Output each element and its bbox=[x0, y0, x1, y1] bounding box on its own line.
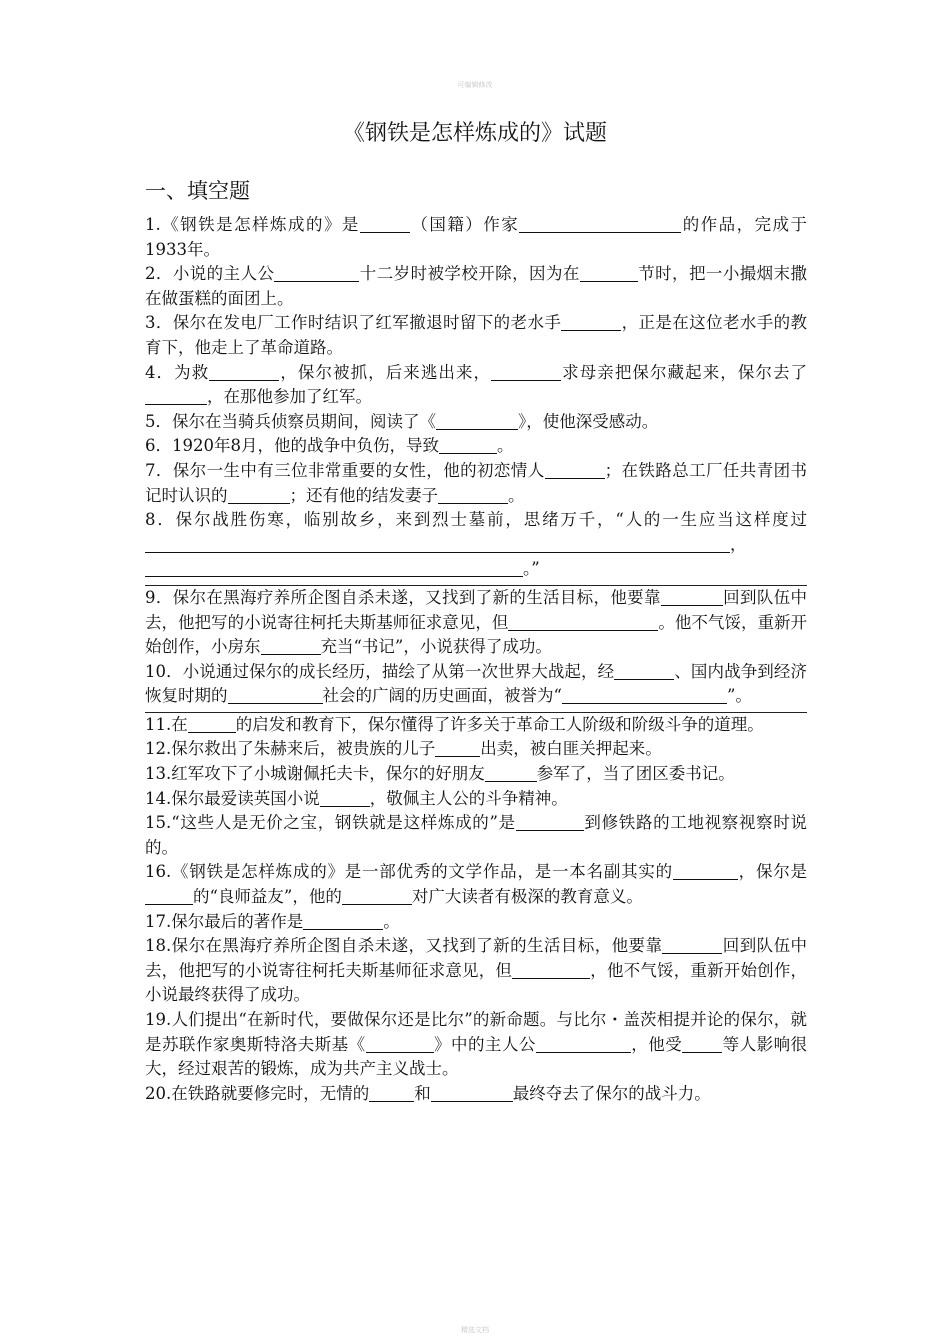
answer-blank bbox=[274, 264, 359, 282]
question-13: 13.红军攻下了小城谢佩托夫卡，保尔的好朋友 参军了，当了团区委书记。 bbox=[145, 764, 735, 784]
answer-blank bbox=[435, 739, 480, 757]
answer-blank bbox=[561, 313, 621, 331]
question-2: 2．小说的主人公 十二岁时被学校开除，因为在 节时，把一小撮烟末撒在做蛋糕的面团上。 bbox=[145, 264, 807, 308]
answer-blank bbox=[614, 661, 674, 679]
question-19: 19.人们提出“在新时代，要做保尔还是比尔”的新命题。与比尔・盖茨相提并论的保尔，就是苏联作家奥斯特洛夫斯基《 》中的主人公 ，他受 等人影响很大，经过艰苦的锻炼，成为共产主义战士。 bbox=[145, 1010, 808, 1079]
answer-blank bbox=[261, 637, 321, 655]
answer-blank bbox=[342, 887, 412, 905]
answer-blank bbox=[439, 436, 497, 454]
question-4: 4．为救 ，保尔被抓，后来逃出来， 求母亲把保尔藏起来，保尔去了，在那他参加了红军。 bbox=[145, 362, 808, 407]
answer-blank bbox=[673, 862, 738, 880]
answer-blank bbox=[682, 1034, 722, 1052]
header-watermark: 可编辑修改 bbox=[457, 81, 493, 89]
question-10: 10．小说通过保尔的成长经历，描绘了从第一次世界大战起，经 、国内战争到经济恢复时期的 社会的广阔的历史画面，被誉为“ ”。 bbox=[145, 661, 807, 706]
answer-blank bbox=[369, 1083, 414, 1101]
question-11: 11.在 的启发和教育下，保尔懂得了许多关于革命工人阶级和阶级斗争的道理。 bbox=[145, 712, 807, 738]
question-14: 14.保尔最爱读英国小说 ，敬佩主人公的斗争精神。 bbox=[145, 788, 568, 808]
question-20: 20.在铁路就要修完时，无情的 和 最终夺去了保尔的战斗力。 bbox=[145, 1083, 711, 1103]
question-5: 5．保尔在当骑兵侦察员期间，阅读了《 》，使他深受感动。 bbox=[145, 411, 659, 431]
question-16: 16.《钢铁是怎样炼成的》是一部优秀的文学作品，是一本名副其实的 ，保尔是的“良师益友”，他的 对广大读者有极深的教育意义。 bbox=[145, 862, 807, 907]
section-title: 一、填空题 bbox=[145, 179, 250, 203]
answer-blank bbox=[145, 559, 523, 577]
answer-blank bbox=[436, 411, 518, 429]
answer-blank bbox=[188, 715, 236, 733]
question-list bbox=[145, 213, 807, 1106]
answer-blank bbox=[661, 588, 723, 606]
question-7: 7．保尔一生中有三位非常重要的女性，他的初恋情人 ；在铁路总工厂任共青团书记时认识的 ；还有他的结发妻子 。 bbox=[145, 460, 808, 505]
question-12: 12.保尔救出了朱赫来后，被贵族的儿子 出卖，被白匪关押起来。 bbox=[145, 739, 662, 759]
answer-blank bbox=[145, 534, 730, 552]
answer-blank bbox=[360, 215, 410, 233]
answer-blank bbox=[438, 485, 508, 503]
page-title: 《钢铁是怎样炼成的》试题 bbox=[342, 121, 607, 146]
answer-blank bbox=[366, 1034, 434, 1052]
answer-blank bbox=[320, 788, 370, 806]
answer-blank bbox=[512, 961, 590, 979]
answer-blank bbox=[508, 612, 658, 630]
answer-blank bbox=[536, 1034, 631, 1052]
answer-blank bbox=[545, 461, 605, 479]
answer-blank bbox=[562, 686, 727, 704]
question-9: 9．保尔在黑海疗养所企图自杀未遂，又找到了新的生活目标，他要靠 回到队伍中去，他把写的小说寄往柯托夫斯基师征求意见，但 。他不气馁，重新开始创作，小房东 充当“书记”，小说获得了成功。 bbox=[145, 585, 807, 660]
question-15: 15.“这些人是无价之宝，钢铁就是这样炼成的”是 到修铁路的工地视察视察时说的。 bbox=[145, 813, 807, 857]
question-8: 8．保尔战胜伤寒，临别故乡，来到烈士墓前，思绪万千，“人的一生应当这样度过， 。” bbox=[145, 510, 807, 579]
answer-blank bbox=[145, 387, 207, 405]
answer-blank bbox=[516, 813, 584, 831]
footer-watermark: 精选文档 bbox=[461, 1326, 489, 1334]
question-6: 6．1920年8月，他的战争中负伤，导致 。 bbox=[145, 436, 514, 456]
answer-blank bbox=[228, 485, 290, 503]
answer-blank bbox=[228, 686, 323, 704]
answer-blank bbox=[491, 362, 561, 380]
answer-blank bbox=[519, 215, 681, 233]
question-17: 17.保尔最后的著作是 。 bbox=[145, 911, 400, 931]
answer-blank bbox=[662, 936, 722, 954]
answer-blank bbox=[431, 1083, 513, 1101]
question-18: 18.保尔在黑海疗养所企图自杀未遂，又找到了新的生活目标，他要靠 回到队伍中去，他把写的小说寄往柯托夫斯基师征求意见，但 ，他不气馁，重新开始创作，小说最终获得了成功。 bbox=[145, 936, 808, 1005]
question-1: 1.《钢铁是怎样炼成的》是 （国籍）作家 的作品，完成于1933年。 bbox=[145, 215, 808, 259]
answer-blank bbox=[303, 911, 383, 929]
answer-blank bbox=[580, 264, 638, 282]
question-3: 3．保尔在发电厂工作时结识了红军撤退时留下的老水手 ，正是在这位老水手的教育下，他走上了革命道路。 bbox=[145, 313, 808, 357]
answer-blank bbox=[485, 764, 537, 782]
answer-blank bbox=[209, 362, 279, 380]
answer-blank bbox=[145, 887, 193, 905]
